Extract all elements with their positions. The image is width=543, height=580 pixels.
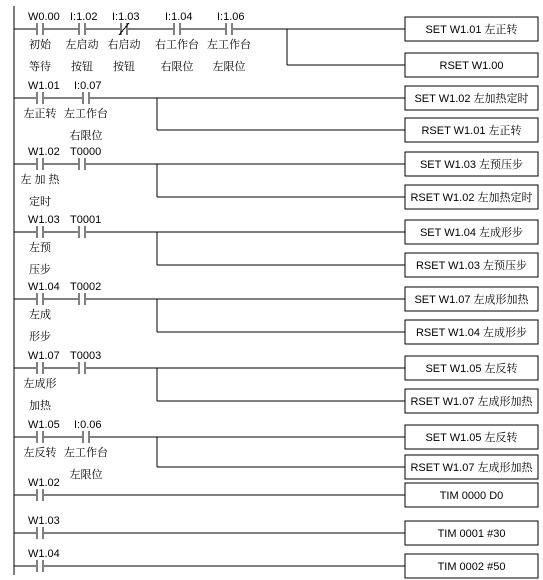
contact-label: 右启动 <box>107 39 141 51</box>
output-instruction: SET W1.03 左预压步 <box>419 159 524 171</box>
contact-address: W1.02 <box>28 146 60 158</box>
contact-address: I:1.02 <box>70 11 98 23</box>
contact-label: 左限位 <box>212 61 246 73</box>
output-instruction: TIM 0001 #30 <box>437 528 506 540</box>
contact-address: I:1.03 <box>112 11 140 23</box>
contact-label: 左预 <box>29 242 51 254</box>
contact-label: 按钮 <box>71 61 93 73</box>
contact-address: W1.02 <box>28 477 60 489</box>
contact-label: 按钮 <box>113 61 135 73</box>
output-instruction: SET W1.02 左加热定时 <box>414 93 529 105</box>
output-instruction: RSET W1.01 左正转 <box>421 125 522 137</box>
contact-address: I:1.06 <box>217 11 245 23</box>
contact-label: 左成 <box>29 309 51 321</box>
contact-label: 右限位 <box>69 130 103 142</box>
contact-label: 右限位 <box>160 61 194 73</box>
output-instruction: SET W1.01 左正转 <box>425 24 518 36</box>
output-instruction: RSET W1.07 左成形加热 <box>410 396 533 408</box>
contact-address: W1.03 <box>28 214 60 226</box>
contact-address: W1.05 <box>28 419 60 431</box>
contact-address: T0001 <box>70 214 102 226</box>
contact-address: W1.03 <box>28 515 60 527</box>
contact-label: 左启动 <box>65 39 99 51</box>
output-instruction: RSET W1.03 左预压步 <box>415 260 528 272</box>
contact-label: 形步 <box>29 331 51 343</box>
contact-label: 左 加 热 <box>20 174 60 186</box>
contact-label: 左反转 <box>23 447 57 459</box>
output-instruction: SET W1.05 左反转 <box>425 363 518 375</box>
contact-address: I:1.04 <box>165 11 193 23</box>
contact-address: T0003 <box>70 350 102 362</box>
contact-label: 定时 <box>29 196 51 208</box>
contact-address: T0000 <box>70 146 102 158</box>
contact-label: 左限位 <box>69 469 103 481</box>
contact-label: 等待 <box>29 61 51 73</box>
output-instruction: SET W1.07 左成形加热 <box>414 294 529 306</box>
contact-address: I:0.07 <box>74 80 102 92</box>
contact-label: 左成形 <box>23 378 57 390</box>
contact-label: 左正转 <box>23 108 57 120</box>
output-instruction: RSET W1.07 左成形加热 <box>410 462 533 474</box>
output-instruction: RSET W1.02 左加热定时 <box>410 192 533 204</box>
contact-address: W1.07 <box>28 350 60 362</box>
contact-address: W1.01 <box>28 80 60 92</box>
output-instruction: RSET W1.04 左成形步 <box>415 327 528 339</box>
output-instruction: SET W1.04 左成形步 <box>419 227 524 239</box>
contact-address: W0.00 <box>28 11 60 23</box>
contact-label: 左工作台 <box>64 447 108 459</box>
contact-label: 右工作台 <box>155 39 199 51</box>
contact-label: 左工作台 <box>207 39 251 51</box>
output-instruction: SET W1.05 左反转 <box>425 432 518 444</box>
output-instruction: TIM 0002 #50 <box>437 561 506 573</box>
contact-address: W1.04 <box>28 548 60 560</box>
output-instruction: RSET W1.00 <box>439 60 504 72</box>
contact-address: T0002 <box>70 281 102 293</box>
contact-label: 压步 <box>29 264 51 276</box>
contact-label: 加热 <box>29 400 51 412</box>
contact-label: 左工作台 <box>64 108 108 120</box>
output-instruction: TIM 0000 D0 <box>439 490 504 502</box>
contact-address: I:0.06 <box>74 419 102 431</box>
contact-address: W1.04 <box>28 281 60 293</box>
contact-label: 初始 <box>29 39 51 51</box>
